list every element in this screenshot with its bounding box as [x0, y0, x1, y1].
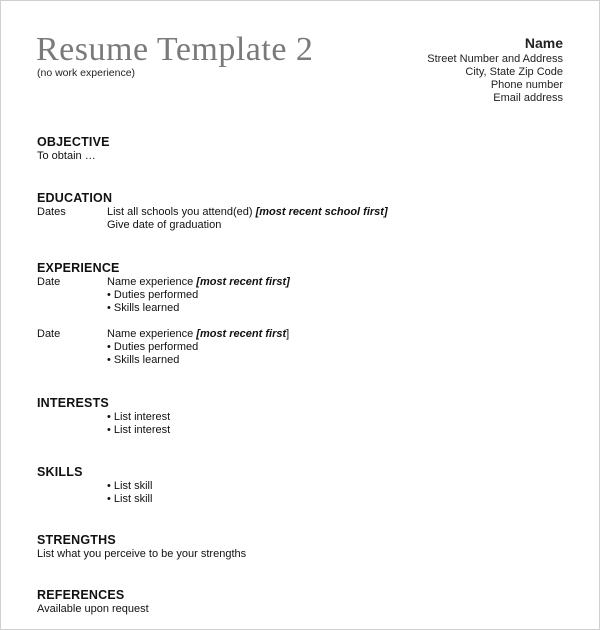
skills-section — [37, 465, 567, 506]
strengths-text: List what you perceive to be your strengths — [37, 548, 247, 560]
references-text: Available upon request — [37, 603, 149, 615]
education-line1: List all schools you attend(ed) [most recent school first] — [107, 206, 388, 218]
experience-title: Name experience [most recent first] — [107, 276, 290, 288]
contact-name: Name — [524, 35, 563, 51]
references-heading: REFERENCES — [37, 588, 125, 602]
objective-text: To obtain … — [37, 150, 96, 162]
list-item: • List interest — [107, 424, 171, 436]
education-date: Dates — [37, 206, 66, 218]
contact-city: City, State Zip Code — [465, 66, 563, 78]
list-item: • Skills learned — [107, 354, 180, 366]
education-line1-emphasis: [most recent school first] — [255, 206, 388, 218]
experience-date: Date — [37, 328, 61, 340]
education-heading: EDUCATION — [37, 191, 113, 205]
list-item: • Duties performed — [107, 341, 199, 353]
list-item: • Skills learned — [107, 302, 180, 314]
experience-date: Date — [37, 276, 61, 288]
strengths-heading: STRENGTHS — [37, 533, 116, 547]
interests-section — [37, 396, 567, 437]
experience-section — [37, 261, 567, 367]
resume-title: Resume Template 2 — [36, 31, 314, 68]
experience-heading: EXPERIENCE — [37, 261, 120, 275]
education-line2: Give date of graduation — [107, 219, 222, 231]
interests-heading: INTERESTS — [37, 396, 109, 410]
list-item: • List interest — [107, 411, 171, 423]
experience-title: Name experience [most recent first] — [107, 328, 290, 340]
contact-phone: Phone number — [490, 79, 563, 91]
contact-email: Email address — [493, 92, 563, 104]
objective-heading: OBJECTIVE — [37, 135, 110, 149]
objective-section — [37, 135, 567, 163]
experience-title-emphasis: [most recent first] — [196, 276, 290, 288]
resume-subtitle: (no work experience) — [37, 67, 136, 79]
strengths-section — [37, 533, 567, 561]
references-section — [37, 588, 567, 616]
education-section — [37, 191, 567, 232]
contact-street: Street Number and Address — [427, 53, 563, 65]
experience-title-emphasis: [most recent first — [196, 328, 287, 340]
contact-block — [427, 35, 563, 105]
list-item: • Duties performed — [107, 289, 199, 301]
list-item: • List skill — [107, 480, 153, 492]
list-item: • List skill — [107, 493, 153, 505]
skills-heading: SKILLS — [37, 465, 83, 479]
